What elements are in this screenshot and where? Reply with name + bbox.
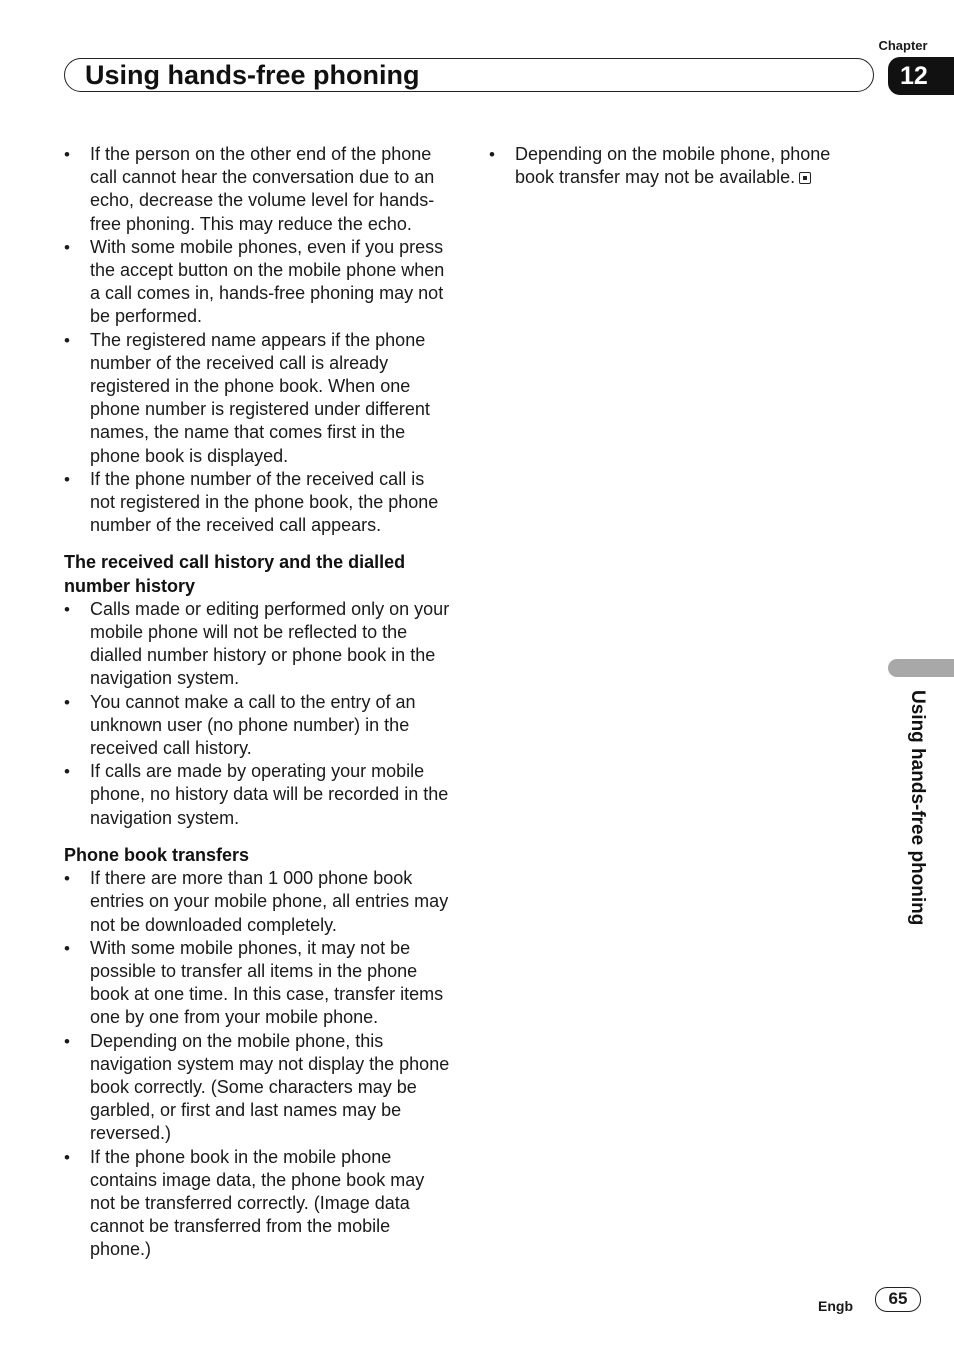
page-number: 65 [875,1287,921,1312]
list-item: • If there are more than 1 000 phone book entries on your mobile phone, all entries may not be downloaded completely. [64,867,454,937]
right-bullet-list [489,143,859,189]
chapter-title-bar [64,58,874,92]
language-code: Engb [818,1298,853,1314]
list-item: • With some mobile phones, even if you press the accept button on the mobile phone when a call comes in, hands-free phoning may not be performed. [64,236,454,329]
chapter-label: Chapter [878,38,928,53]
list-item: • If the phone number of the received call is not registered in the phone book, the phone number of the received call appears. [64,468,454,538]
history-bullet-list [64,598,454,830]
section-end-icon [799,172,811,184]
page-title: Using hands-free phoning [85,60,420,90]
transfers-bullet-list [64,867,454,1261]
list-item-text: Depending on the mobile phone, phone book transfer may not be available. [515,144,831,188]
history-section-heading: The received call history and the dialled number history [64,552,406,596]
list-item: • You cannot make a call to the entry of an unknown user (no phone number) in the received call history. [64,691,454,761]
right-column [489,143,859,189]
list-item: • If the phone book in the mobile phone contains image data, the phone book may not be transferred correctly. (Image data cannot be transferred from the mobile phone.) [64,1146,454,1262]
chapter-number-tab: 12 [888,57,954,95]
side-section-label: Using hands-free phoning [907,690,928,926]
list-item: • If the person on the other end of the phone call cannot hear the conversation due to an echo, decrease the volume level for hands-free phoning. This may reduce the echo. [64,143,454,236]
side-index-tab [888,659,954,677]
transfers-section-heading: Phone book transfers [64,844,250,865]
list-item [489,143,859,189]
list-item: • The registered name appears if the phone number of the received call is already registered in the phone book. When one phone number is registered under different names, the name that comes first in the phone book is displayed. [64,329,454,468]
list-item: • Calls made or editing performed only on your mobile phone will not be reflected to the dialled number history or phone book in the navigation system. [64,598,454,691]
list-item: • Depending on the mobile phone, this navigation system may not display the phone book correctly. (Some characters may be garbled, or first and last names may be reversed.) [64,1030,454,1146]
intro-bullet-list [64,143,454,537]
list-item: • With some mobile phones, it may not be possible to transfer all items in the phone book at one time. In this case, transfer items one by one from your mobile phone. [64,937,454,1030]
left-column [64,143,454,1262]
list-item: • If calls are made by operating your mobile phone, no history data will be recorded in the navigation system. [64,760,454,830]
